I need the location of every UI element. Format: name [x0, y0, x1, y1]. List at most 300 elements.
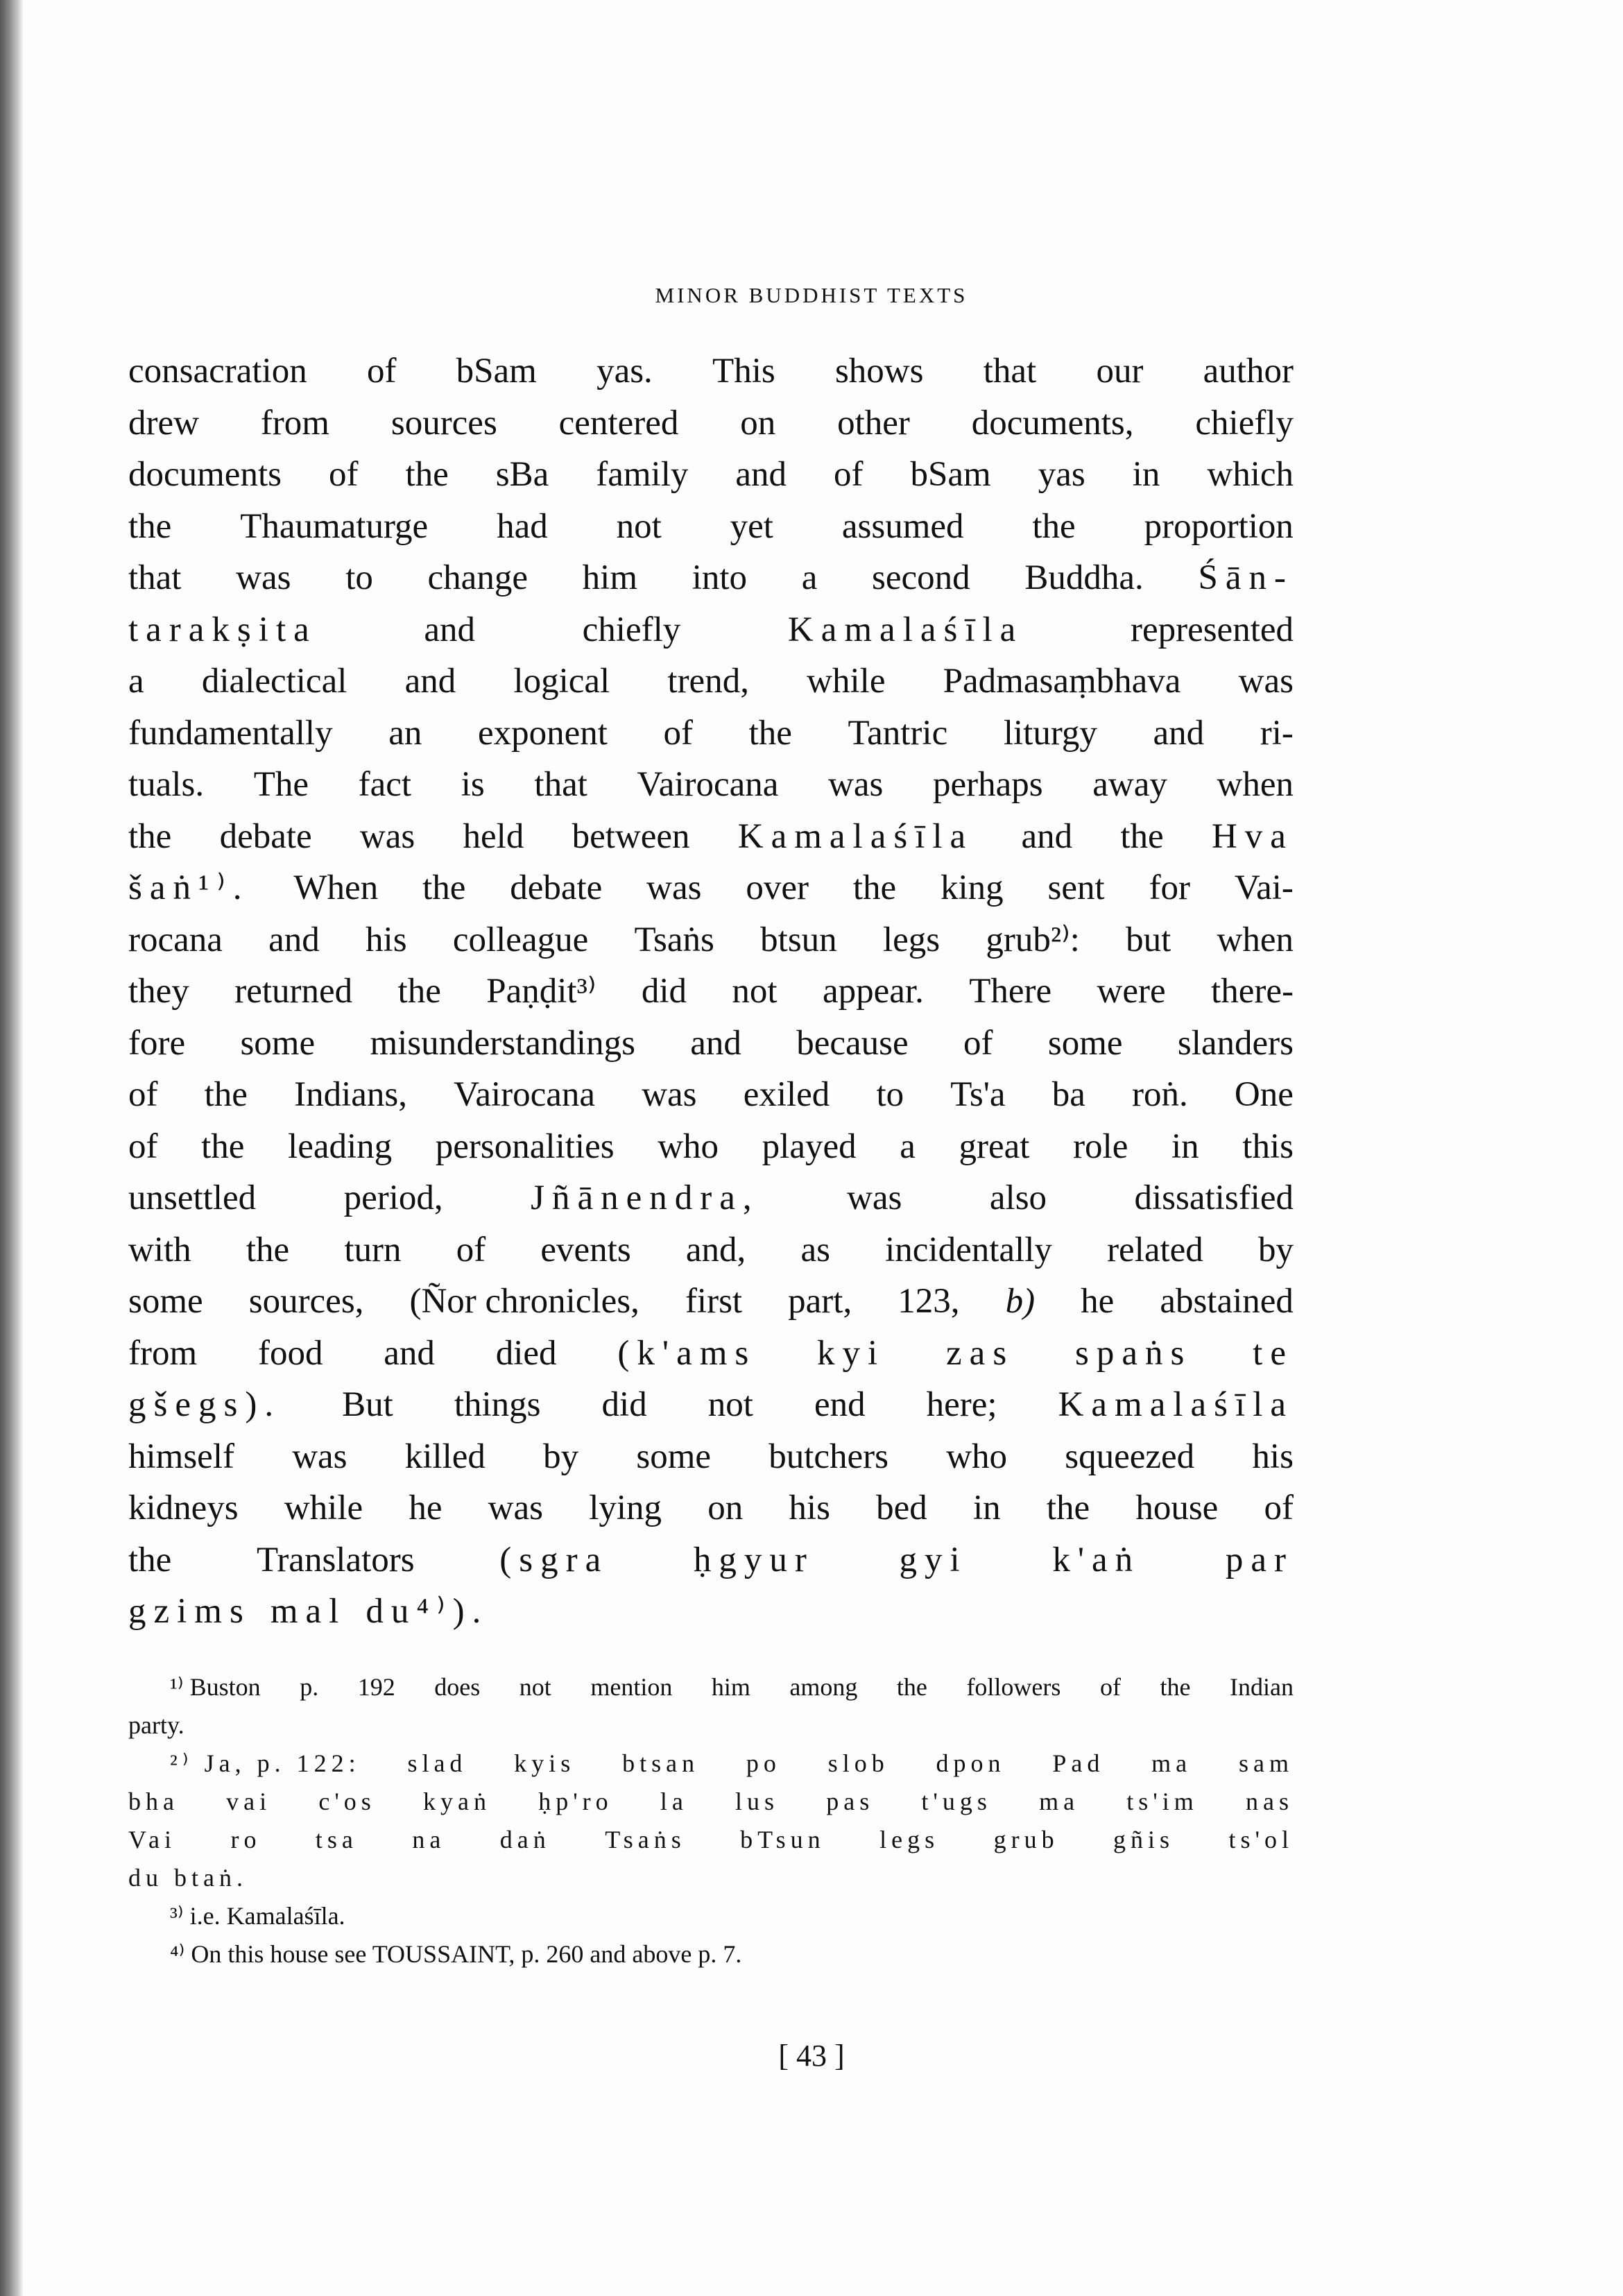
text-line	[128, 449, 1294, 501]
text-line	[128, 1586, 1294, 1638]
binding-shadow	[0, 0, 24, 2296]
word: there-	[1211, 972, 1294, 1011]
word: rocana	[128, 920, 223, 959]
word: not	[707, 1385, 753, 1424]
word: kidneys	[128, 1489, 239, 1527]
footnote-word: daṅ	[499, 1826, 551, 1853]
word: family	[596, 455, 689, 494]
word: the	[852, 868, 897, 907]
word: dialectical	[201, 662, 347, 701]
word: of	[963, 1023, 993, 1063]
word: in	[1171, 1126, 1199, 1166]
footnote-word: legs	[879, 1826, 940, 1853]
word: ri-	[1260, 713, 1294, 753]
word: that	[983, 352, 1037, 391]
word: the	[128, 816, 172, 856]
word: was	[292, 1437, 347, 1476]
word: yet	[730, 506, 773, 546]
word: (Ñor chronicles,	[409, 1282, 639, 1321]
word: some	[636, 1437, 711, 1476]
word: the	[748, 713, 792, 753]
word: btsun	[760, 920, 837, 959]
word: who	[946, 1437, 1008, 1476]
footnote-word: sam	[1238, 1749, 1294, 1777]
word: that	[128, 558, 182, 597]
word: for	[1149, 868, 1191, 907]
word: tuals.	[128, 765, 205, 804]
footnote-word: la	[660, 1788, 688, 1815]
word: which	[1207, 455, 1294, 494]
word: who	[658, 1126, 719, 1166]
footnote-4: ⁴⁾ On this house see TOUSSAINT, p. 260 and above p. 7.	[170, 1940, 742, 1968]
word: and	[384, 1333, 435, 1373]
word: not	[616, 506, 662, 546]
word: related	[1107, 1230, 1203, 1269]
word: incidentally	[885, 1230, 1052, 1269]
word: sBa	[495, 455, 549, 494]
word: chiefly	[582, 610, 681, 649]
footnote-word: the	[896, 1673, 927, 1701]
word: of	[456, 1230, 486, 1269]
word: returned	[234, 972, 353, 1011]
word: 123,	[898, 1282, 960, 1321]
word: was	[488, 1489, 543, 1527]
text-line	[128, 759, 1294, 811]
word: second	[872, 558, 970, 597]
footnote-word: po	[746, 1749, 781, 1777]
footnote-word: ro	[230, 1826, 261, 1853]
footnote-word: Vai	[128, 1826, 176, 1853]
word: first	[685, 1282, 743, 1321]
word: Thaumaturge	[240, 506, 429, 546]
word: bSam	[456, 352, 537, 391]
word: author	[1203, 352, 1294, 391]
word: and	[1021, 816, 1073, 856]
text-line	[128, 1276, 1294, 1328]
word: other	[837, 403, 910, 443]
footnote-word: Pad	[1052, 1749, 1105, 1777]
text-line	[128, 604, 1294, 656]
word: misunderstandings	[370, 1023, 635, 1063]
word: bed	[876, 1489, 927, 1527]
word: slanders	[1177, 1023, 1294, 1063]
word: house	[1135, 1489, 1219, 1527]
text-line	[128, 862, 1294, 914]
page-number: [ 43 ]	[778, 2039, 845, 2073]
word: they	[128, 972, 189, 1011]
footnote-word: na	[412, 1826, 446, 1853]
text-line	[128, 1328, 1294, 1380]
word: proportion	[1144, 506, 1294, 546]
word: the	[1120, 816, 1164, 856]
word: his	[789, 1489, 830, 1527]
word: part,	[788, 1282, 852, 1321]
body-text	[128, 345, 1294, 1638]
word: by	[543, 1437, 579, 1476]
word: as	[800, 1230, 830, 1269]
word: period,	[343, 1179, 443, 1217]
text-line	[128, 1379, 1294, 1431]
word: on	[740, 403, 776, 443]
word: was	[359, 816, 415, 856]
word: mal	[270, 1592, 347, 1631]
word: Tsaṅs	[634, 920, 714, 959]
word: not	[732, 972, 778, 1011]
word: Vai-	[1234, 868, 1294, 907]
word: (sgra	[499, 1540, 609, 1579]
word: were	[1097, 972, 1166, 1011]
footnote-word: slad	[407, 1749, 467, 1777]
word: centered	[558, 403, 679, 443]
word: One	[1234, 1075, 1294, 1114]
footnote-word: vai	[226, 1788, 272, 1815]
footnote-word: ḥp'ro	[538, 1788, 613, 1815]
footnote-1-line-1	[128, 1668, 1294, 1706]
footnote-word: lus	[735, 1788, 780, 1815]
word: in	[972, 1489, 1001, 1527]
word: on	[707, 1489, 744, 1527]
text-line	[128, 656, 1294, 708]
word: some	[128, 1282, 203, 1321]
word: was	[642, 1075, 697, 1114]
word: drew	[128, 403, 199, 443]
word: change	[427, 558, 528, 597]
footnote-word: tsa	[315, 1826, 358, 1853]
footnote-2-line-1	[128, 1745, 1294, 1783]
word: shows	[834, 352, 924, 391]
word: a	[900, 1126, 916, 1166]
footnote-word: him	[711, 1673, 750, 1701]
word: an	[388, 713, 422, 753]
word: legs	[882, 920, 941, 959]
text-line	[128, 501, 1294, 553]
footnote-word: bha	[128, 1788, 179, 1815]
word: unsettled	[128, 1179, 257, 1217]
word: the	[1032, 506, 1076, 546]
word: gyi	[899, 1540, 968, 1579]
word: when	[1217, 920, 1294, 959]
word: and	[268, 920, 320, 959]
word: he	[1081, 1282, 1115, 1321]
text-line	[128, 1431, 1294, 1483]
word: assumed	[841, 506, 964, 546]
footnote-word: ma	[1151, 1749, 1192, 1777]
word: leading	[288, 1126, 393, 1166]
word: things	[454, 1385, 541, 1424]
word: Tantric	[848, 713, 948, 753]
word: k'aṅ	[1052, 1540, 1141, 1579]
word: debate	[510, 868, 603, 907]
footnote-word: grub	[993, 1826, 1059, 1853]
footnote-word: not	[519, 1673, 551, 1701]
word: sources,	[248, 1282, 364, 1321]
footnote-word: p.	[300, 1673, 319, 1701]
word: colleague	[452, 920, 589, 959]
word: held	[463, 816, 524, 856]
text-line	[128, 708, 1294, 760]
word: into	[692, 558, 748, 597]
word: his	[366, 920, 407, 959]
footnote-2-line-2	[128, 1783, 1294, 1821]
word: end	[814, 1385, 866, 1424]
word: of	[834, 455, 864, 494]
footnote-1-line-2: party.	[128, 1711, 184, 1739]
word: to	[876, 1075, 904, 1114]
word: the	[128, 506, 172, 546]
word: was	[236, 558, 291, 597]
word: Paṇḍit³⁾	[486, 972, 596, 1011]
word: was	[1238, 662, 1294, 701]
word: was	[847, 1179, 902, 1217]
footnote-word: t'ugs	[921, 1788, 992, 1815]
word: Buddha.	[1024, 558, 1144, 597]
word: Translators	[256, 1540, 415, 1579]
word: is	[461, 765, 485, 804]
word: had	[497, 506, 548, 546]
footnote-word: mention	[590, 1673, 673, 1701]
word: but	[1126, 920, 1171, 959]
word: Indians,	[294, 1075, 407, 1114]
word: Hva	[1211, 816, 1294, 856]
word: great	[959, 1126, 1030, 1166]
word: some	[1047, 1023, 1123, 1063]
text-line	[128, 552, 1294, 604]
word: and	[424, 610, 476, 649]
word: kyi	[817, 1333, 886, 1373]
word: b)	[1005, 1282, 1036, 1321]
word: by	[1257, 1230, 1294, 1269]
footnote-word: ma	[1039, 1788, 1080, 1815]
word: exiled	[743, 1075, 830, 1114]
word: grub²⁾:	[986, 920, 1080, 959]
word: from	[128, 1333, 198, 1373]
word: abstained	[1160, 1282, 1294, 1321]
word: tarakṣita	[128, 610, 317, 649]
footnote-word: bTsun	[740, 1826, 825, 1853]
word: of	[128, 1075, 158, 1114]
word: roṅ.	[1132, 1075, 1188, 1114]
word: There	[969, 972, 1052, 1011]
word: this	[1242, 1126, 1294, 1166]
text-line	[128, 914, 1294, 966]
word: the	[405, 455, 449, 494]
word: him	[582, 558, 637, 597]
footnote-word: followers	[966, 1673, 1061, 1701]
footnote-word: kyis	[514, 1749, 576, 1777]
text-line	[128, 1172, 1294, 1224]
word: also	[989, 1179, 1047, 1217]
word: here;	[926, 1385, 997, 1424]
text-line	[128, 397, 1294, 449]
word: ḥgyur	[693, 1540, 814, 1579]
word: played	[762, 1126, 857, 1166]
footnote-word: ts'im	[1126, 1788, 1199, 1815]
footnote-word: dpon	[936, 1749, 1006, 1777]
word: and	[735, 455, 787, 494]
word: fore	[128, 1023, 186, 1063]
footnote-3: ³⁾ i.e. Kamalaśīla.	[170, 1902, 345, 1930]
text-line	[128, 345, 1294, 397]
word: himself	[128, 1437, 234, 1476]
word: represented	[1130, 610, 1294, 649]
word: over	[746, 868, 809, 907]
footnote-word: nas	[1245, 1788, 1294, 1815]
word: the	[246, 1230, 290, 1269]
word: of	[663, 713, 693, 753]
word: and	[404, 662, 456, 701]
footnote-word: of	[1099, 1673, 1121, 1701]
word: and	[1153, 713, 1205, 753]
word: his	[1252, 1437, 1294, 1476]
word: bSam	[910, 455, 991, 494]
word: in	[1132, 455, 1160, 494]
footnote-word: ¹⁾ Buston	[170, 1673, 261, 1701]
word: Ts'a	[950, 1075, 1006, 1114]
word: killed	[404, 1437, 486, 1476]
word: role	[1073, 1126, 1128, 1166]
footnote-2-line-4: du btaṅ.	[128, 1864, 248, 1892]
text-line	[128, 1534, 1294, 1586]
word: and	[690, 1023, 741, 1063]
word: du⁴⁾).	[366, 1592, 489, 1631]
word: logical	[513, 662, 610, 701]
footnote-word: ²⁾ Ja, p. 122:	[170, 1749, 361, 1777]
word: to	[345, 558, 373, 597]
word: turn	[344, 1230, 402, 1269]
word: a	[801, 558, 818, 597]
footnote-word: btsan	[622, 1749, 700, 1777]
word: spaṅs	[1075, 1333, 1192, 1373]
word: the	[128, 1540, 172, 1579]
footnote-word: does	[434, 1673, 481, 1701]
word: because	[796, 1023, 909, 1063]
word: The	[253, 765, 309, 804]
word: zas	[946, 1333, 1015, 1373]
word: from	[260, 403, 329, 443]
word: consacration	[128, 352, 307, 391]
word: fundamentally	[128, 713, 333, 753]
word: was	[646, 868, 702, 907]
footnote-word: Tsaṅs	[605, 1826, 686, 1853]
word: Kamalaśīla	[737, 816, 974, 856]
word: exponent	[477, 713, 608, 753]
text-line	[128, 1018, 1294, 1070]
word: lying	[589, 1489, 662, 1527]
word: debate	[219, 816, 312, 856]
word: documents,	[971, 403, 1134, 443]
word: the	[397, 972, 441, 1011]
word: te	[1253, 1333, 1294, 1373]
word: documents	[128, 455, 282, 494]
footnote-word: Indian	[1229, 1673, 1294, 1701]
word: par	[1225, 1540, 1294, 1579]
word: away	[1092, 765, 1167, 804]
footnote-word: 192	[357, 1673, 395, 1701]
footnote-word: slob	[827, 1749, 889, 1777]
footnote-word: c'os	[318, 1788, 376, 1815]
word: personalities	[435, 1126, 615, 1166]
word: and,	[685, 1230, 746, 1269]
word: When	[293, 868, 379, 907]
footnote-2-line-3	[128, 1821, 1294, 1859]
word: chiefly	[1195, 403, 1294, 443]
word: Vairocana	[637, 765, 779, 804]
word: yas	[1038, 455, 1085, 494]
word: This	[712, 352, 775, 391]
word: (k'ams	[617, 1333, 757, 1373]
word: perhaps	[933, 765, 1043, 804]
word: yas.	[596, 352, 653, 391]
word: the	[422, 868, 466, 907]
word: šaṅ¹⁾.	[128, 868, 250, 907]
word: when	[1217, 765, 1294, 804]
word: gzims	[128, 1592, 251, 1631]
text-line	[128, 811, 1294, 863]
footnote-word: the	[1160, 1673, 1191, 1701]
footnote-word: pas	[826, 1788, 875, 1815]
word: with	[128, 1230, 191, 1269]
word: the	[204, 1075, 248, 1114]
word: sources	[390, 403, 497, 443]
word: he	[409, 1489, 443, 1527]
word: some	[240, 1023, 316, 1063]
word: butchers	[768, 1437, 888, 1476]
word: of	[1264, 1489, 1294, 1527]
word: trend,	[667, 662, 749, 701]
word: Jñānendra,	[531, 1179, 759, 1217]
word: dissatisfied	[1134, 1179, 1294, 1217]
text-line	[128, 966, 1294, 1018]
word: was	[828, 765, 884, 804]
word: did	[641, 972, 687, 1011]
word: the	[201, 1126, 245, 1166]
word: king	[941, 868, 1004, 907]
word: Kamalaśīla	[1058, 1385, 1294, 1424]
word: our	[1096, 352, 1144, 391]
footnote-word: gñis	[1113, 1826, 1175, 1853]
word: Vairocana	[454, 1075, 596, 1114]
word: while	[807, 662, 886, 701]
text-line	[128, 1121, 1294, 1173]
text-line	[128, 1069, 1294, 1121]
word: of	[366, 352, 397, 391]
word: fact	[358, 765, 412, 804]
word: Padmasaṃbhava	[943, 662, 1181, 701]
word: died	[495, 1333, 557, 1373]
word: Kamalaśīla	[787, 610, 1024, 649]
word: food	[257, 1333, 323, 1373]
word: while	[284, 1489, 363, 1527]
word: the	[1046, 1489, 1090, 1527]
word: liturgy	[1003, 713, 1097, 753]
word: squeezed	[1065, 1437, 1195, 1476]
word: between	[572, 816, 690, 856]
footnote-word: among	[789, 1673, 858, 1701]
word: of	[328, 455, 359, 494]
word: Śān-	[1198, 558, 1294, 597]
word: of	[128, 1126, 158, 1166]
word: did	[601, 1385, 647, 1424]
footnote-word: ts'ol	[1228, 1826, 1294, 1853]
word: that	[534, 765, 587, 804]
footnotes	[128, 1668, 1294, 1973]
word: appear.	[822, 972, 924, 1011]
word: events	[540, 1230, 631, 1269]
word: ba	[1051, 1075, 1085, 1114]
running-head: MINOR BUDDHIST TEXTS	[655, 283, 968, 307]
word: sent	[1047, 868, 1105, 907]
word: But	[342, 1385, 393, 1424]
